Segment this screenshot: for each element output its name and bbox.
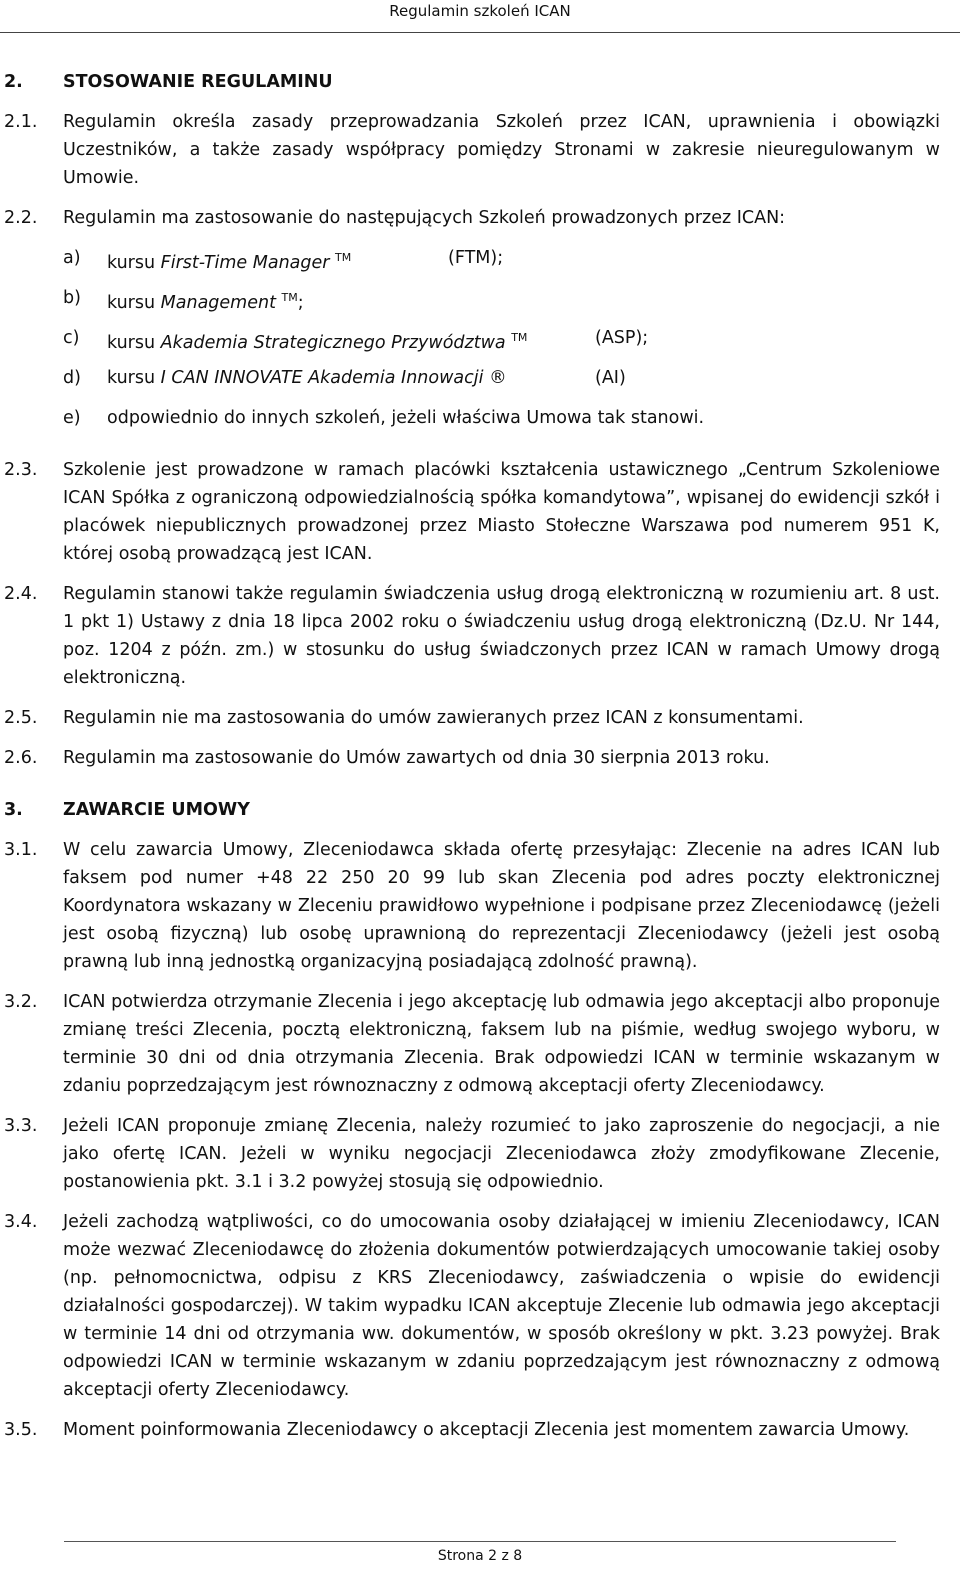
list-letter: a) [63,248,81,268]
list-letter: d) [63,368,81,388]
list-letter: e) [63,408,81,428]
paragraph-number: 3.1. [4,840,38,860]
paragraph-number: 2.4. [4,584,38,604]
course-list [0,244,960,444]
document-body [0,68,960,1456]
paragraph-3-5 [0,1416,960,1444]
paragraph-text: Regulamin ma zastosowanie do Umów zawartych od dnia 30 sierpnia 2013 roku. [63,748,770,768]
header-title: Regulamin szkoleń ICAN [389,2,571,20]
list-letter: c) [63,328,80,348]
course-abbreviation: (FTM); [448,248,504,268]
paragraph-number: 3.4. [4,1212,38,1232]
paragraph-3-4 [0,1208,960,1404]
paragraph-number: 3.2. [4,992,38,1012]
trademark-mark: TM [281,291,298,304]
paragraph-text: Regulamin ma zastosowanie do następujących Szkoleń prowadzonych przez ICAN: [63,208,786,228]
paragraph-number: 2.5. [4,708,38,728]
paragraph-number: 2.3. [4,460,38,480]
paragraph-number: 3.5. [4,1420,38,1440]
page-footer [0,1548,960,1564]
section-2-heading [0,68,960,96]
course-name: First-Time Manager [160,252,330,273]
paragraph-number: 2.2. [4,208,38,228]
paragraph-2-6 [0,744,960,772]
paragraph-2-4 [0,580,960,692]
course-name: I CAN INNOVATE Akademia Innowacji [160,368,484,388]
paragraph-text: Jeżeli zachodzą wątpliwości, co do umocowania osoby działającej w imieniu Zleceniodawcy, ICAN może wezwać Zleceniodawcę do złożenia dokumentów potwierdzających umocowanie takiej osoby (np. pełnomocnictwa, odpisu z KRS Zleceniodawcy, zaświadczenia o wpisie do ewidencji działalności gospodarczej). W takim wypadku ICAN akceptuje Zlecenie lub odmawia jego akceptacji w terminie 14 dni od otrzymania ww. dokumentów, w sposób określony w pkt. 3.23 powyżej. Brak odpowiedzi ICAN w terminie wskazanym w zdaniu poprzedzającym jest równoznaczny z odmową akceptacji oferty Zleceniodawcy. [63,1212,940,1400]
paragraph-text: Moment poinformowania Zleceniodawcy o akceptacji Zlecenia jest momentem zawarcia Umowy. [63,1420,910,1440]
paragraph-3-3 [0,1112,960,1196]
section-number: 3. [4,800,23,820]
paragraph-text: Jeżeli ICAN proponuje zmianę Zlecenia, należy rozumieć to jako zaproszenie do negocjacji, a nie jako ofertę ICAN. Jeżeli w wyniku negocjacji Zleceniodawca złoży zmodyfikowane Zlecenie, postanowienia pkt. 3.1 i 3.2 powyżej stosują się odpowiednio. [63,1116,940,1192]
paragraph-2-3 [0,456,960,568]
list-prefix: kursu [107,368,156,388]
page-header [0,0,960,33]
paragraph-number: 2.1. [4,112,38,132]
course-abbreviation: (ASP); [595,328,649,348]
paragraph-text: Regulamin stanowi także regulamin świadczenia usług drogą elektroniczną w rozumieniu art. 8 ust. 1 pkt 1) Ustawy z dnia 18 lipca 2002 roku o świadczeniu usług drogą elektroniczną (Dz.U. Nr 144, poz. 1204 z późn. zm.) w stosunku do usług świadczonych przez ICAN w ramach Umowy drogą elektroniczną. [63,584,940,688]
registered-mark: ® [489,368,507,388]
trademark-mark: TM [335,251,352,264]
paragraph-2-1 [0,108,960,192]
footer-divider [64,1541,896,1542]
paragraph-text: Regulamin określa zasady przeprowadzania Szkoleń przez ICAN, uprawnienia i obowiązki Uczestników, a także zasady współpracy pomiędzy Stronami w zakresie nieuregulowanym w Umowie. [63,112,940,188]
section-title: ZAWARCIE UMOWY [63,800,250,820]
section-3-heading [0,796,960,824]
list-letter: b) [63,288,81,308]
section-number: 2. [4,72,23,92]
section-title: STOSOWANIE REGULAMINU [63,72,333,92]
course-name: Akademia Strategicznego Przywództwa [160,332,506,353]
list-prefix: kursu [107,332,156,353]
list-text: odpowiednio do innych szkoleń, jeżeli właściwa Umowa tak stanowi. [107,408,705,428]
list-item [0,324,960,364]
course-abbreviation: ; [297,292,304,313]
paragraph-text: W celu zawarcia Umowy, Zleceniodawca składa ofertę przesyłając: Zlecenie na adres ICAN lub faksem pod numer +48 22 250 20 99 lub skan Zlecenia pod adres poczty elektronicznej Koordynatora wskazany w Zleceniu prawidłowo wypełnione i podpisane przez Zleceniodawcę (jeżeli jest osobą fizyczną) lub osobę uprawnioną do reprezentacji Zleceniodawcy (jeżeli jest osobą prawną lub inną jednostką organizacyjną posiadającą zdolność prawną). [63,840,940,972]
course-abbreviation: (AI) [595,368,626,388]
list-item [0,404,960,444]
list-prefix: kursu [107,292,156,313]
course-name: Management [160,292,276,313]
page-number: Strona 2 z 8 [437,1548,523,1564]
paragraph-text: Szkolenie jest prowadzone w ramach placówki kształcenia ustawicznego „Centrum Szkoleniowe ICAN Spółka z ograniczoną odpowiedzialnością spółka komandytowa”, wpisanej do ewidencji szkół i placówek niepublicznych prowadzonej przez Miasto Stołeczne Warszawa pod numerem 951 K, której osobą prowadzącą jest ICAN. [63,460,940,564]
paragraph-text: Regulamin nie ma zastosowania do umów zawieranych przez ICAN z konsumentami. [63,708,804,728]
paragraph-text: ICAN potwierdza otrzymanie Zlecenia i jego akceptację lub odmawia jego akceptacji albo proponuje zmianę treści Zlecenia, pocztą elektroniczną, faksem lub na piśmie, według swojego wyboru, w terminie 30 dni od dnia otrzymania Zlecenia. Brak odpowiedzi ICAN w terminie wskazanym w zdaniu poprzedzającym jest równoznaczny z odmową akceptacji oferty Zleceniodawcy. [63,992,940,1096]
trademark-mark: TM [511,331,528,344]
paragraph-number: 3.3. [4,1116,38,1136]
list-item [0,284,960,324]
list-prefix: kursu [107,252,156,273]
paragraph-3-2 [0,988,960,1100]
paragraph-number: 2.6. [4,748,38,768]
paragraph-2-5 [0,704,960,732]
paragraph-3-1 [0,836,960,976]
list-item [0,364,960,404]
list-item [0,244,960,284]
paragraph-2-2 [0,204,960,232]
